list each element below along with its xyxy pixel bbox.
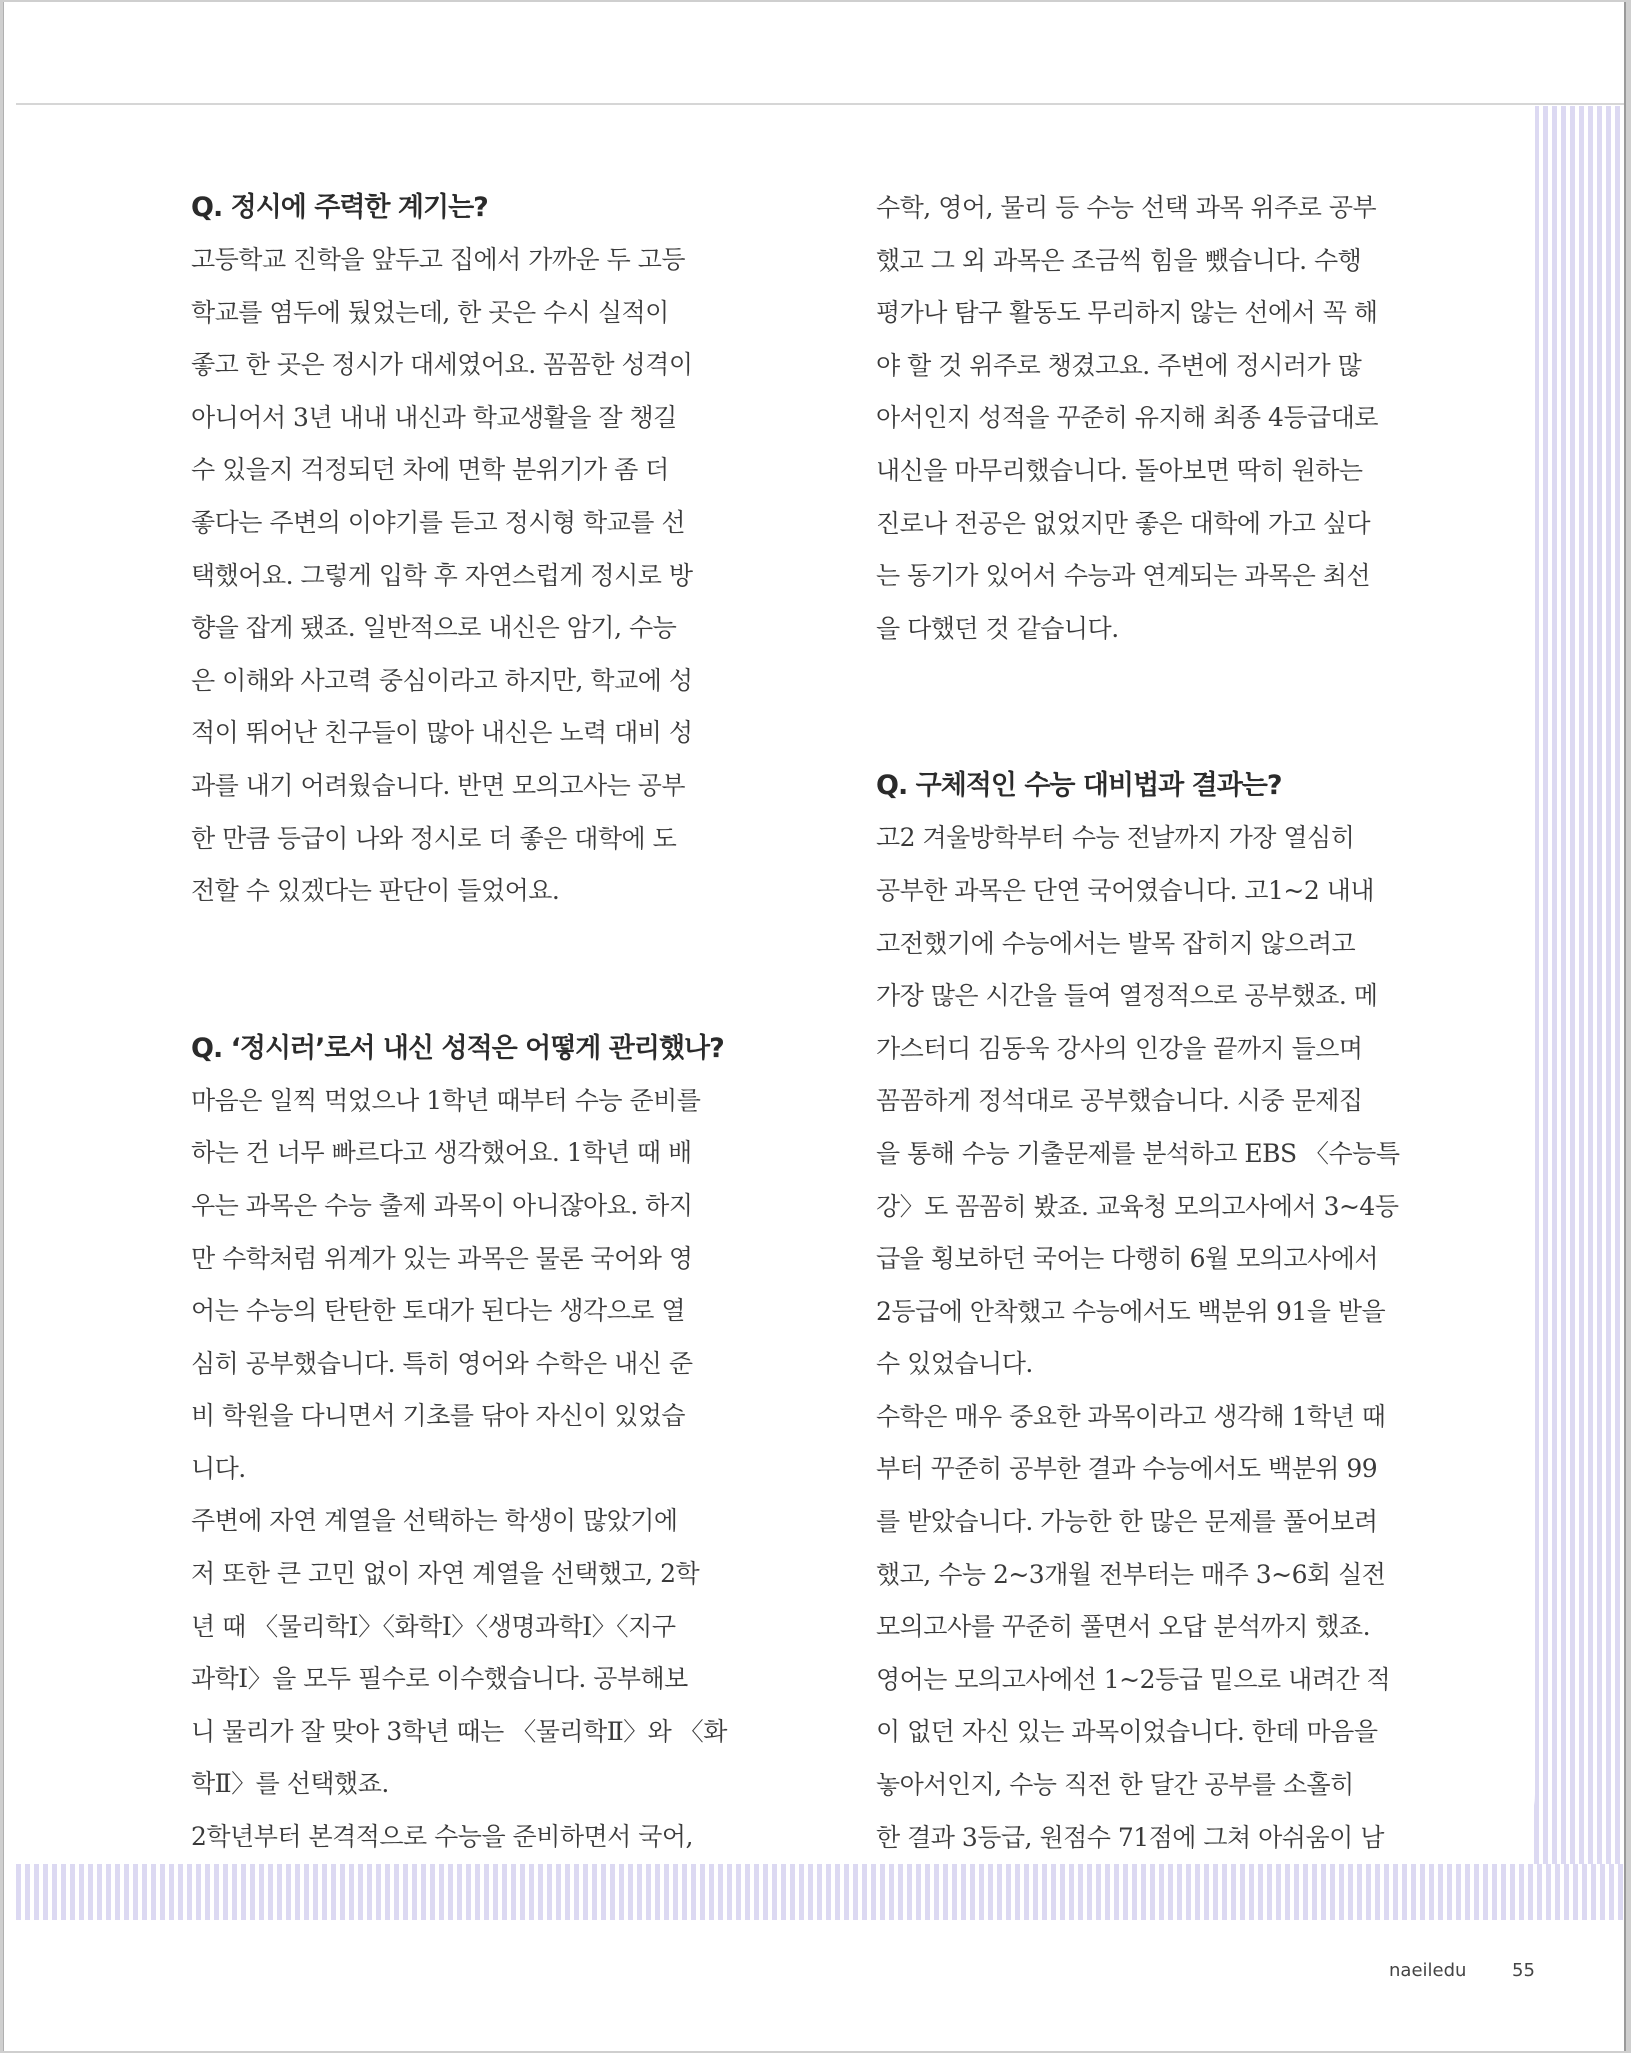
text-line: 급을 횡보하던 국어는 다행히 6월 모의고사에서 bbox=[876, 1244, 1378, 1274]
magazine-page bbox=[4, 2, 1624, 2051]
text-line: 우는 과목은 수능 출제 과목이 아니잖아요. 하지 bbox=[191, 1190, 693, 1220]
text-line: 수학은 매우 중요한 과목이라고 생각해 1학년 때 bbox=[876, 1401, 1386, 1431]
text-line: 고전했기에 수능에서는 발목 잡히지 않으려고 bbox=[876, 928, 1356, 958]
text-line: 내신을 마무리했습니다. 돌아보면 딱히 원하는 bbox=[876, 455, 1363, 485]
text-line: 택했어요. 그렇게 입학 후 자연스럽게 정시로 방 bbox=[191, 560, 693, 590]
text-line: 을 통해 수능 기출문제를 분석하고 EBS 〈수능특 bbox=[876, 1138, 1400, 1168]
top-divider bbox=[16, 103, 1624, 105]
section-gap bbox=[191, 918, 766, 1023]
answer-block bbox=[191, 1075, 766, 1864]
decorative-stripe-bottom bbox=[16, 1864, 1624, 1920]
text-line: 학Ⅱ〉를 선택했죠. bbox=[191, 1769, 389, 1799]
footer-brand: naeiledu bbox=[1389, 1960, 1467, 1981]
text-line: 아니어서 3년 내내 내신과 학교생활을 잘 챙길 bbox=[191, 402, 677, 432]
answer-block bbox=[876, 812, 1451, 1864]
text-line: 를 받았습니다. 가능한 한 많은 문제를 풀어보려 bbox=[876, 1507, 1378, 1537]
text-line: 이 없던 자신 있는 과목이었습니다. 한데 마음을 bbox=[876, 1717, 1378, 1747]
text-line: 만 수학처럼 위계가 있는 과목은 물론 국어와 영 bbox=[191, 1243, 693, 1273]
text-line: 니다. bbox=[191, 1453, 246, 1483]
answer-block bbox=[191, 234, 766, 918]
text-line: 고2 겨울방학부터 수능 전날까지 가장 열심히 bbox=[876, 823, 1355, 853]
text-line: 수학, 영어, 물리 등 수능 선택 과목 위주로 공부 bbox=[876, 193, 1377, 222]
page-number: 55 bbox=[1512, 1960, 1535, 1981]
text-line: 비 학원을 다니면서 기초를 닦아 자신이 있었습 bbox=[191, 1401, 686, 1431]
text-line: 꼼꼼하게 정석대로 공부했습니다. 시중 문제집 bbox=[876, 1086, 1363, 1116]
text-line: 과학Ⅰ〉을 모두 필수로 이수했습니다. 공부해보 bbox=[191, 1664, 688, 1694]
text-line: 좋다는 주변의 이야기를 듣고 정시형 학교를 선 bbox=[191, 507, 686, 537]
text-line: 놓아서인지, 수능 직전 한 달간 공부를 소홀히 bbox=[876, 1770, 1354, 1800]
left-column bbox=[191, 182, 766, 1864]
question-heading: Q. 정시에 주력한 계기는? bbox=[191, 192, 488, 223]
text-line: 년 때 〈물리학Ⅰ〉〈화학Ⅰ〉〈생명과학Ⅰ〉〈지구 bbox=[191, 1611, 676, 1641]
text-line: 진로나 전공은 없었지만 좋은 대학에 가고 싶다 bbox=[876, 508, 1371, 538]
text-line: 하는 건 너무 빠르다고 생각했어요. 1학년 때 배 bbox=[191, 1138, 692, 1168]
question-heading: Q. ‘정시러’로서 내신 성적은 어떻게 관리했나? bbox=[191, 1032, 724, 1064]
text-line: 영어는 모의고사에선 1~2등급 밑으로 내려간 적 bbox=[876, 1664, 1391, 1694]
text-line: 부터 꾸준히 공부한 결과 수능에서도 백분위 99 bbox=[876, 1454, 1378, 1484]
text-line: 공부한 과목은 단연 국어였습니다. 고1~2 내내 bbox=[876, 875, 1374, 905]
text-line: 수 있었습니다. bbox=[876, 1349, 1033, 1379]
text-line: 심히 공부했습니다. 특히 영어와 수학은 내신 준 bbox=[191, 1348, 693, 1378]
text-line: 은 이해와 사고력 중심이라고 하지만, 학교에 성 bbox=[191, 665, 693, 695]
text-line: 저 또한 큰 고민 없이 자연 계열을 선택했고, 2학 bbox=[191, 1559, 700, 1589]
text-line: 적이 뛰어난 친구들이 많아 내신은 노력 대비 성 bbox=[191, 718, 693, 748]
text-line: 을 다했던 것 같습니다. bbox=[876, 613, 1119, 643]
text-line: 과를 내기 어려웠습니다. 반면 모의고사는 공부 bbox=[191, 770, 686, 800]
text-line: 어는 수능의 탄탄한 토대가 된다는 생각으로 열 bbox=[191, 1296, 686, 1326]
text-line: 강〉도 꼼꼼히 봤죠. 교육청 모의고사에서 3~4등 bbox=[876, 1191, 1399, 1221]
text-line: 수 있을지 걱정되던 차에 면학 분위기가 좀 더 bbox=[191, 455, 669, 485]
text-line: 했고 그 외 과목은 조금씩 힘을 뺐습니다. 수행 bbox=[876, 245, 1362, 275]
text-line: 마음은 일찍 먹었으나 1학년 때부터 수능 준비를 bbox=[191, 1085, 701, 1115]
text-line: 한 만큼 등급이 나와 정시로 더 좋은 대학에 도 bbox=[191, 823, 677, 853]
text-line: 가스터디 김동욱 강사의 인강을 끝까지 들으며 bbox=[876, 1033, 1363, 1063]
right-column bbox=[876, 182, 1451, 1864]
text-line: 향을 잡게 됐죠. 일반적으로 내신은 암기, 수능 bbox=[191, 613, 677, 643]
text-line: 평가나 탐구 활동도 무리하지 않는 선에서 꼭 해 bbox=[876, 298, 1378, 328]
text-line: 아서인지 성적을 꾸준히 유지해 최종 4등급대로 bbox=[876, 403, 1378, 433]
text-line: 야 할 것 위주로 챙겼고요. 주변에 정시러가 많 bbox=[876, 350, 1362, 380]
text-line: 학교를 염두에 뒀었는데, 한 곳은 수시 실적이 bbox=[191, 297, 669, 327]
text-line: 가장 많은 시간을 들여 열정적으로 공부했죠. 메 bbox=[876, 981, 1378, 1011]
text-line: 고등학교 진학을 앞두고 집에서 가까운 두 고등 bbox=[191, 245, 686, 274]
text-line: 했고, 수능 2~3개월 전부터는 매주 3~6회 실전 bbox=[876, 1559, 1386, 1589]
section-gap bbox=[876, 655, 1451, 760]
text-line: 는 동기가 있어서 수능과 연계되는 과목은 최선 bbox=[876, 561, 1371, 591]
text-line: 니 물리가 잘 맞아 3학년 때는 〈물리학Ⅱ〉와 〈화 bbox=[191, 1716, 727, 1746]
text-line: 2등급에 안착했고 수능에서도 백분위 91을 받을 bbox=[876, 1296, 1386, 1326]
answer-block-continued bbox=[876, 182, 1451, 655]
text-line: 모의고사를 꾸준히 풀면서 오답 분석까지 했죠. bbox=[876, 1612, 1371, 1642]
text-line: 전할 수 있겠다는 판단이 들었어요. bbox=[191, 876, 560, 906]
text-line: 한 결과 3등급, 원점수 71점에 그쳐 아쉬움이 남 bbox=[876, 1822, 1384, 1852]
text-line: 좋고 한 곳은 정시가 대세였어요. 꼼꼼한 성격이 bbox=[191, 350, 693, 380]
text-line: 주변에 자연 계열을 선택하는 학생이 많았기에 bbox=[191, 1506, 678, 1536]
decorative-stripe-right bbox=[1534, 106, 1624, 1872]
question-heading: Q. 구체적인 수능 대비법과 결과는? bbox=[876, 770, 1282, 802]
text-line: 2학년부터 본격적으로 수능을 준비하면서 국어, bbox=[191, 1822, 693, 1852]
